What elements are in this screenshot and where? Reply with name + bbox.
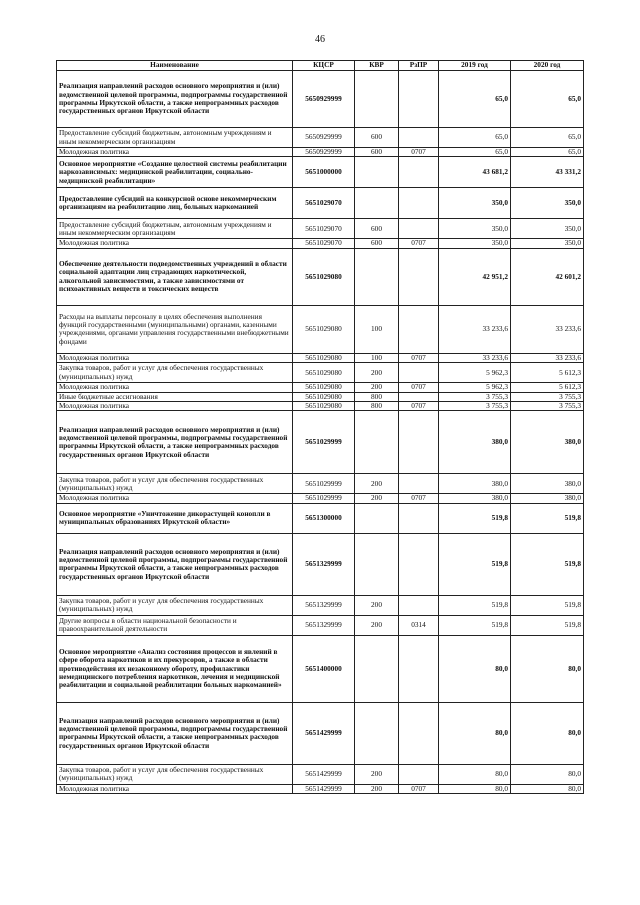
cell-kcsr: 5651029999	[293, 411, 355, 474]
cell-2020: 380,0	[511, 494, 584, 503]
cell-2019: 350,0	[439, 219, 511, 239]
cell-2020: 65,0	[511, 71, 584, 128]
cell-kvr	[355, 157, 399, 188]
cell-2019: 519,8	[439, 503, 511, 533]
cell-kcsr: 5651029080	[293, 402, 355, 411]
cell-name: Реализация направлений расходов основного мероприятия и (или) ведомственной целевой программы, подпрограммы государственной программы Иркутской области, а также непрограммных расходов государственных органов Иркутской области	[57, 411, 293, 474]
cell-rzpr: 0314	[399, 615, 439, 635]
table-row	[57, 383, 584, 392]
cell-2019: 43 681,2	[439, 157, 511, 188]
cell-rzpr	[399, 71, 439, 128]
table-row	[57, 402, 584, 411]
cell-kvr: 100	[355, 305, 399, 353]
table-body	[57, 71, 584, 794]
cell-kcsr: 5651329999	[293, 533, 355, 595]
cell-kvr: 200	[355, 595, 399, 615]
cell-rzpr: 0707	[399, 784, 439, 793]
cell-2019: 519,8	[439, 615, 511, 635]
cell-2019: 380,0	[439, 474, 511, 494]
cell-kcsr: 5651429999	[293, 702, 355, 764]
cell-kvr	[355, 702, 399, 764]
table-row	[57, 494, 584, 503]
cell-kvr: 800	[355, 392, 399, 401]
table-row	[57, 764, 584, 784]
cell-rzpr	[399, 474, 439, 494]
cell-2019: 5 962,3	[439, 363, 511, 383]
cell-2020: 519,8	[511, 595, 584, 615]
table-row	[57, 157, 584, 188]
cell-rzpr	[399, 533, 439, 595]
table-row	[57, 635, 584, 702]
cell-2020: 380,0	[511, 474, 584, 494]
cell-rzpr	[399, 764, 439, 784]
cell-rzpr	[399, 503, 439, 533]
header-kcsr: КЦСР	[293, 61, 355, 71]
cell-kvr	[355, 503, 399, 533]
table-row	[57, 411, 584, 474]
table-row	[57, 148, 584, 157]
cell-2019: 380,0	[439, 411, 511, 474]
cell-2020: 80,0	[511, 764, 584, 784]
cell-2019: 33 233,6	[439, 353, 511, 362]
cell-name: Молодежная политика	[57, 784, 293, 793]
cell-2020: 80,0	[511, 635, 584, 702]
cell-kcsr: 5651029080	[293, 353, 355, 362]
cell-kvr	[355, 533, 399, 595]
cell-kcsr: 5651429999	[293, 764, 355, 784]
cell-2019: 3 755,3	[439, 402, 511, 411]
cell-2019: 80,0	[439, 635, 511, 702]
cell-2020: 65,0	[511, 128, 584, 148]
table-row	[57, 305, 584, 353]
cell-rzpr	[399, 702, 439, 764]
cell-2019: 65,0	[439, 71, 511, 128]
cell-2020: 350,0	[511, 239, 584, 248]
cell-2020: 80,0	[511, 702, 584, 764]
cell-kcsr: 5651029999	[293, 474, 355, 494]
table-row	[57, 615, 584, 635]
cell-2020: 33 233,6	[511, 305, 584, 353]
table-row	[57, 784, 584, 793]
cell-rzpr	[399, 157, 439, 188]
cell-kvr: 200	[355, 764, 399, 784]
cell-name: Молодежная политика	[57, 148, 293, 157]
table-row	[57, 474, 584, 494]
table-row	[57, 353, 584, 362]
table-row	[57, 219, 584, 239]
cell-2020: 519,8	[511, 503, 584, 533]
cell-kvr	[355, 71, 399, 128]
table-row	[57, 248, 584, 305]
cell-rzpr	[399, 219, 439, 239]
cell-rzpr	[399, 635, 439, 702]
cell-kvr: 600	[355, 148, 399, 157]
cell-kcsr: 5651329999	[293, 595, 355, 615]
cell-kcsr: 5651029070	[293, 219, 355, 239]
cell-2020: 5 612,3	[511, 363, 584, 383]
cell-name: Закупка товаров, работ и услуг для обеспечения государственных (муниципальных) нужд	[57, 595, 293, 615]
cell-kcsr: 5650929999	[293, 128, 355, 148]
cell-name: Предоставление субсидий на конкурсной основе некоммерческим организациям на реабилитацию лиц, больных наркоманией	[57, 188, 293, 219]
cell-kvr	[355, 248, 399, 305]
cell-rzpr	[399, 128, 439, 148]
table-row	[57, 595, 584, 615]
table-row	[57, 71, 584, 128]
cell-name: Обеспечение деятельности подведомственных учреждений в области социальной адаптации лиц страдающих наркотической, алкогольной зависимостями, а также зависимостями от психоактивных веществ и токсических веществ	[57, 248, 293, 305]
cell-2019: 65,0	[439, 128, 511, 148]
header-2019: 2019 год	[439, 61, 511, 71]
page-number: 46	[315, 34, 325, 45]
cell-kcsr: 5651000000	[293, 157, 355, 188]
cell-kcsr: 5651029080	[293, 305, 355, 353]
cell-kvr: 800	[355, 402, 399, 411]
table-row	[57, 503, 584, 533]
cell-kcsr: 5651300000	[293, 503, 355, 533]
header-kvr: КВР	[355, 61, 399, 71]
cell-2019: 380,0	[439, 494, 511, 503]
table-row	[57, 363, 584, 383]
header-name: Наименование	[57, 61, 293, 71]
cell-kcsr: 5651400000	[293, 635, 355, 702]
table-row	[57, 702, 584, 764]
cell-name: Предоставление субсидий бюджетным, автономным учреждениям и иным некоммерческим организациям	[57, 219, 293, 239]
cell-name: Предоставление субсидий бюджетным, автономным учреждениям и иным некоммерческим организациям	[57, 128, 293, 148]
cell-2019: 519,8	[439, 595, 511, 615]
cell-name: Молодежная политика	[57, 402, 293, 411]
cell-2020: 80,0	[511, 784, 584, 793]
cell-2020: 33 233,6	[511, 353, 584, 362]
cell-2020: 380,0	[511, 411, 584, 474]
cell-rzpr	[399, 363, 439, 383]
cell-2020: 519,8	[511, 615, 584, 635]
cell-2019: 42 951,2	[439, 248, 511, 305]
cell-rzpr: 0707	[399, 402, 439, 411]
table-row	[57, 188, 584, 219]
cell-kvr: 200	[355, 474, 399, 494]
cell-name: Реализация направлений расходов основного мероприятия и (или) ведомственной целевой программы, подпрограммы государственной программы Иркутской области, а также непрограммных расходов государственных органов Иркутской области	[57, 533, 293, 595]
cell-kvr: 200	[355, 363, 399, 383]
budget-table	[56, 60, 584, 794]
cell-rzpr: 0707	[399, 239, 439, 248]
header-rzpr: РзПР	[399, 61, 439, 71]
cell-rzpr: 0707	[399, 383, 439, 392]
cell-kcsr: 5651029999	[293, 494, 355, 503]
cell-2020: 43 331,2	[511, 157, 584, 188]
cell-kvr	[355, 188, 399, 219]
cell-name: Расходы на выплаты персоналу в целях обеспечения выполнения функций государственными (муниципальными) органами, казенными учреждениями, органами управления государственными внебюджетными фондами	[57, 305, 293, 353]
cell-name: Основное мероприятие «Создание целостной системы реабилитации наркозависимых: медицинской реабилитации, социально-медицинской реабилитации»	[57, 157, 293, 188]
cell-2020: 350,0	[511, 188, 584, 219]
cell-name: Другие вопросы в области национальной безопасности и правоохранительной деятельности	[57, 615, 293, 635]
cell-kvr: 200	[355, 494, 399, 503]
table-row	[57, 128, 584, 148]
cell-kvr	[355, 635, 399, 702]
cell-name: Основное мероприятие «Уничтожение дикорастущей конопли в муниципальных образованиях Иркутской области»	[57, 503, 293, 533]
cell-name: Молодежная политика	[57, 383, 293, 392]
cell-name: Закупка товаров, работ и услуг для обеспечения государственных (муниципальных) нужд	[57, 363, 293, 383]
cell-kvr: 200	[355, 784, 399, 793]
cell-kcsr: 5651029080	[293, 383, 355, 392]
cell-kvr: 600	[355, 219, 399, 239]
cell-2020: 42 601,2	[511, 248, 584, 305]
cell-kvr: 600	[355, 239, 399, 248]
cell-rzpr	[399, 248, 439, 305]
cell-kvr: 600	[355, 128, 399, 148]
cell-name: Закупка товаров, работ и услуг для обеспечения государственных (муниципальных) нужд	[57, 764, 293, 784]
cell-2020: 350,0	[511, 219, 584, 239]
cell-name: Закупка товаров, работ и услуг для обеспечения государственных (муниципальных) нужд	[57, 474, 293, 494]
cell-kcsr: 5651329999	[293, 615, 355, 635]
cell-2019: 65,0	[439, 148, 511, 157]
cell-kvr: 200	[355, 615, 399, 635]
cell-name: Реализация направлений расходов основного мероприятия и (или) ведомственной целевой программы, подпрограммы государственной программы Иркутской области, а также непрограммных расходов государственных органов Иркутской области	[57, 71, 293, 128]
cell-rzpr	[399, 411, 439, 474]
cell-2019: 80,0	[439, 702, 511, 764]
table-row	[57, 239, 584, 248]
cell-kvr: 200	[355, 383, 399, 392]
cell-name: Реализация направлений расходов основного мероприятия и (или) ведомственной целевой программы, подпрограммы государственной программы Иркутской области, а также непрограммных расходов государственных органов Иркутской области	[57, 702, 293, 764]
cell-kcsr: 5651029070	[293, 239, 355, 248]
cell-name: Молодежная политика	[57, 494, 293, 503]
cell-2020: 5 612,3	[511, 383, 584, 392]
cell-2019: 80,0	[439, 784, 511, 793]
cell-kvr	[355, 411, 399, 474]
cell-2020: 65,0	[511, 148, 584, 157]
cell-kcsr: 5651029070	[293, 188, 355, 219]
cell-2019: 33 233,6	[439, 305, 511, 353]
cell-kcsr: 5651429999	[293, 784, 355, 793]
cell-kcsr: 5651029080	[293, 363, 355, 383]
cell-name: Иные бюджетные ассигнования	[57, 392, 293, 401]
header-2020: 2020 год	[511, 61, 584, 71]
cell-2019: 350,0	[439, 188, 511, 219]
cell-rzpr: 0707	[399, 353, 439, 362]
cell-rzpr	[399, 188, 439, 219]
cell-rzpr: 0707	[399, 148, 439, 157]
cell-2020: 519,8	[511, 533, 584, 595]
cell-2019: 80,0	[439, 764, 511, 784]
cell-2019: 350,0	[439, 239, 511, 248]
cell-2020: 3 755,3	[511, 392, 584, 401]
cell-2019: 519,8	[439, 533, 511, 595]
cell-name: Основное мероприятие «Анализ состояния процессов и явлений в сфере оборота наркотиков и их прекурсоров, а также в области противодействия их незаконному обороту, профилактики немедицинского потребления наркотиков, лечения и медицинской реабилитации и социальной реабилитации больных наркоманией»	[57, 635, 293, 702]
cell-kcsr: 5651029080	[293, 248, 355, 305]
cell-rzpr	[399, 595, 439, 615]
cell-2019: 5 962,3	[439, 383, 511, 392]
cell-2020: 3 755,3	[511, 402, 584, 411]
cell-rzpr	[399, 305, 439, 353]
cell-kcsr: 5650929999	[293, 148, 355, 157]
cell-2019: 3 755,3	[439, 392, 511, 401]
cell-name: Молодежная политика	[57, 239, 293, 248]
table-header-row	[57, 61, 584, 71]
table-row	[57, 533, 584, 595]
cell-kcsr: 5651029080	[293, 392, 355, 401]
cell-kvr: 100	[355, 353, 399, 362]
cell-kcsr: 5650929999	[293, 71, 355, 128]
cell-rzpr: 0707	[399, 494, 439, 503]
cell-name: Молодежная политика	[57, 353, 293, 362]
